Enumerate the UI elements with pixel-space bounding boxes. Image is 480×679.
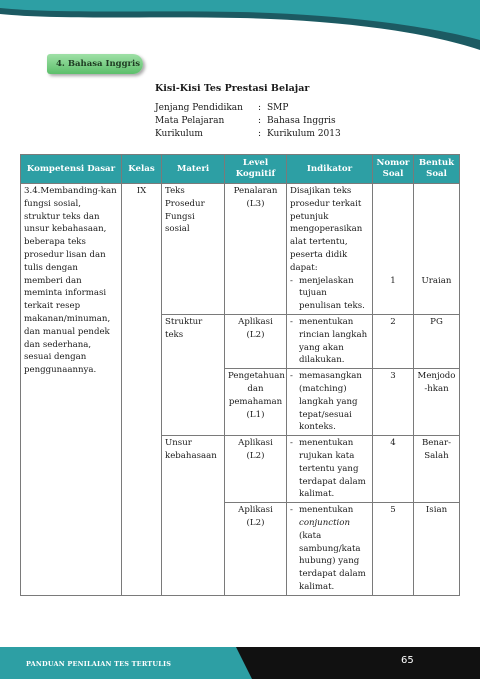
meta-value: Bahasa Inggris — [267, 116, 336, 126]
header-decoration — [0, 0, 480, 50]
header-bentuk-soal: Bentuk Soal — [414, 155, 460, 184]
indikator-cell — [287, 503, 373, 596]
meta-colon: : — [258, 116, 262, 126]
materi-cell: Struktur teks — [162, 314, 225, 435]
dash-marker: - — [290, 275, 293, 286]
bentuk-cell: Uraian — [414, 184, 460, 315]
indikator-cell — [287, 436, 373, 503]
bentuk-cell: Menjodo -hkan — [414, 369, 460, 436]
header-level-kognitif: Level Kognitif — [225, 155, 287, 184]
indikator-cell — [287, 314, 373, 368]
section-tab — [47, 54, 143, 74]
dash-marker: - — [290, 505, 293, 516]
nomor-cell: 2 — [373, 314, 414, 368]
indikator-item — [290, 316, 369, 367]
footer-text: PANDUAN PENILAIAN TES TERTULIS — [26, 660, 172, 668]
document-title: Kisi-Kisi Tes Prestasi Belajar — [155, 83, 310, 94]
page-number: 65 — [401, 655, 414, 666]
table-row — [21, 184, 460, 315]
meta-value: SMP — [267, 103, 289, 113]
bentuk-cell: Benar-Salah — [414, 436, 460, 503]
kisi-kisi-table — [20, 154, 460, 596]
level-cell: Pengetahuan dan pemahaman (L1) — [225, 369, 287, 436]
indikator-item — [290, 504, 369, 594]
meta-label: Mata Pelajaran — [155, 116, 225, 126]
nomor-cell: 3 — [373, 369, 414, 436]
materi-cell: Unsur kebahasaan — [162, 436, 225, 596]
kelas-cell: IX — [122, 184, 162, 596]
level-cell: Aplikasi (L2) — [225, 503, 287, 596]
dash-marker: - — [290, 316, 293, 327]
nomor-cell: 5 — [373, 503, 414, 596]
meta-value: Kurikulum 2013 — [267, 129, 341, 139]
header-materi: Materi — [162, 155, 225, 184]
indikator-cell — [287, 184, 373, 315]
nomor-cell: 1 — [373, 184, 414, 315]
indikator-item — [290, 370, 369, 434]
header-nomor-soal: Nomor Soal — [373, 155, 414, 184]
indikator-text-post: (kata sambung/kata hubung) yang terdapat dalam kalimat. — [299, 530, 366, 592]
meta-row-mapel — [155, 115, 341, 128]
meta-label: Kurikulum — [155, 129, 203, 139]
meta-row-jenjang — [155, 102, 341, 115]
meta-colon: : — [258, 129, 262, 139]
section-tab-label: 4. Bahasa Inggris — [56, 59, 140, 69]
meta-colon: : — [258, 103, 262, 113]
indikator-text: menentukan rujukan kata tertentu yang terdapat dalam kalimat. — [299, 438, 366, 500]
level-cell: Penalaran (L3) — [225, 184, 287, 315]
header-kompetensi-dasar: Kompetensi Dasar — [21, 155, 122, 184]
kompetensi-dasar-cell: 3.4.Membanding-kan fungsi sosial, struktur teks dan unsur kebahasaan, beberapa teks prosedur lisan dan tulis dengan memberi dan meminta informasi terkait resep makanan/minuman, dan manual pendek dan sederhana, sesuai dengan penggunaannya. — [21, 184, 122, 596]
indikator-text — [299, 504, 369, 594]
level-cell: Aplikasi (L2) — [225, 314, 287, 368]
materi-cell: Teks Prosedur Fungsi sosial — [162, 184, 225, 315]
indikator-text-em: conjunction — [299, 517, 350, 528]
bentuk-cell: PG — [414, 314, 460, 368]
bentuk-cell: Isian — [414, 503, 460, 596]
indikator-text: menjelaskan tujuan penulisan teks. — [299, 275, 365, 312]
indikator-text: memasangkan (matching) langkah yang tepat/sesuai konteks. — [299, 371, 362, 433]
meta-label: Jenjang Pendidikan — [155, 103, 243, 113]
table-header-row — [21, 155, 460, 184]
indikator-cell — [287, 369, 373, 436]
indikator-item — [290, 275, 369, 313]
indikator-text-pre: menentukan — [299, 505, 354, 516]
header-kelas: Kelas — [122, 155, 162, 184]
dash-marker: - — [290, 438, 293, 449]
header-indikator: Indikator — [287, 155, 373, 184]
meta-row-kurikulum — [155, 128, 341, 141]
indikator-text: menentukan rincian langkah yang akan dilakukan. — [299, 316, 368, 366]
level-cell: Aplikasi (L2) — [225, 436, 287, 503]
indikator-intro: Disajikan teks prosedur terkait petunjuk mengoperasikan alat tertentu, peserta didik dapat: — [290, 186, 363, 273]
indikator-item — [290, 437, 369, 501]
dash-marker: - — [290, 371, 293, 382]
nomor-cell: 4 — [373, 436, 414, 503]
document-meta — [155, 102, 341, 141]
